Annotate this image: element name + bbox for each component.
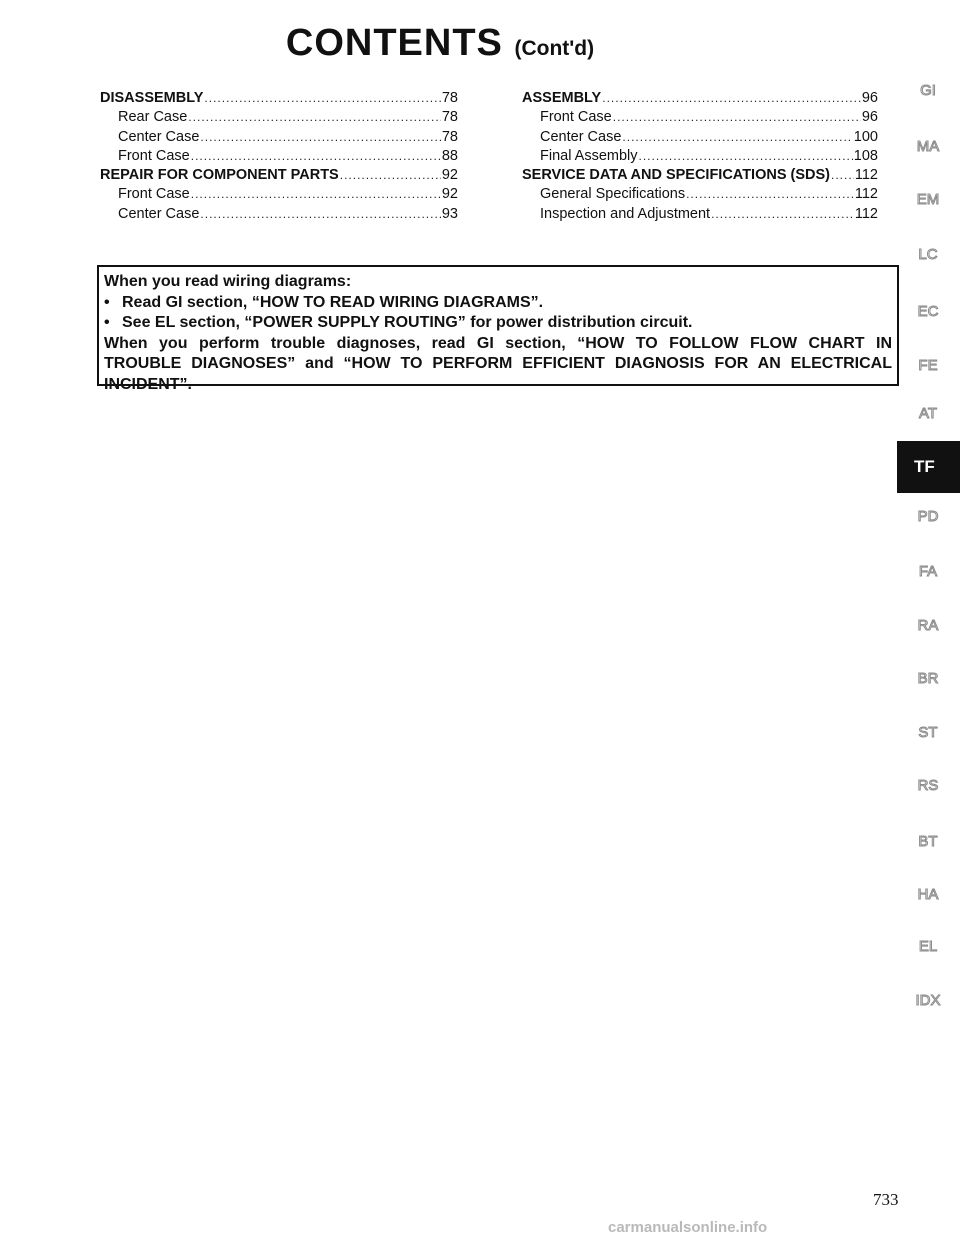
toc-entry-page: 78 [441, 90, 458, 106]
toc-entry[interactable] [522, 89, 878, 108]
toc-entry-label: ASSEMBLY [522, 90, 602, 106]
note-bullet-1 [104, 293, 892, 314]
toc-entry-page: 96 [861, 109, 878, 126]
toc-entry-page: 96 [861, 90, 878, 106]
toc-entry[interactable] [522, 147, 878, 166]
toc-entry-page: 112 [854, 186, 878, 203]
toc-leader-dots [622, 128, 852, 147]
section-tab-st[interactable]: ST [918, 724, 938, 741]
toc-entry-page: 112 [854, 205, 878, 222]
toc-leader-dots [191, 147, 441, 166]
section-tab-fe[interactable]: FE [918, 357, 938, 374]
toc-entry-label: Front Case [118, 186, 190, 203]
note-bullet-2 [104, 313, 892, 334]
toc-entry-label: Rear Case [118, 109, 188, 126]
watermark: carmanualsonline.info [608, 1219, 768, 1236]
bullet-icon: • [104, 314, 110, 331]
section-tab-ec[interactable]: EC [917, 303, 939, 320]
page-title [0, 22, 880, 65]
toc-leader-dots [204, 89, 440, 108]
toc-entry[interactable] [100, 185, 458, 204]
toc-entry-label: General Specifications [540, 186, 686, 203]
toc-leader-dots [340, 166, 441, 185]
toc-entry-label: REPAIR FOR COMPONENT PARTS [100, 167, 339, 184]
toc-entry-label: Center Case [540, 128, 622, 145]
toc-entry-page: 92 [441, 167, 458, 184]
title-suffix: (Cont'd) [514, 37, 595, 60]
toc-entry[interactable] [100, 166, 458, 185]
toc-leader-dots [191, 185, 441, 204]
toc-entry-page: 100 [853, 128, 878, 145]
toc-entry-label: SERVICE DATA AND SPECIFICATIONS (SDS) [522, 167, 831, 184]
toc-right-column [522, 89, 878, 224]
note-bullet-text: Read GI section, “HOW TO READ WIRING DIAGRAMS”. [122, 293, 544, 311]
toc-entry-label: Center Case [118, 205, 200, 222]
toc-entry[interactable] [100, 147, 458, 166]
wiring-diagram-note [97, 265, 899, 393]
note-heading: When you read wiring diagrams: [104, 273, 352, 290]
toc-entry[interactable] [100, 205, 458, 224]
toc-entry[interactable] [100, 89, 458, 108]
toc-entry-label: Front Case [118, 147, 190, 164]
toc-entry[interactable] [522, 205, 878, 224]
toc-leader-dots [639, 147, 853, 166]
toc-entry-page: 92 [441, 186, 458, 203]
toc-leader-dots [686, 185, 854, 204]
section-tab-em[interactable]: EM [916, 191, 940, 208]
section-tab-at[interactable]: AT [918, 405, 938, 422]
toc-entry-page: 78 [441, 128, 458, 145]
toc-entry-label: Center Case [118, 128, 200, 145]
toc-entry-page: 93 [441, 205, 458, 222]
section-tab-ma[interactable]: MA [916, 138, 940, 155]
toc-leader-dots [711, 205, 854, 224]
toc-entry-label: Front Case [540, 109, 612, 126]
page-number: 733 [873, 1190, 899, 1209]
toc-leader-dots [831, 166, 854, 185]
section-tab-br[interactable]: BR [917, 670, 939, 687]
note-paragraph-line: INCIDENT”. [104, 375, 192, 393]
toc-entry[interactable] [522, 108, 878, 127]
toc-entry-label: DISASSEMBLY [100, 90, 204, 106]
note-bullet-text: See EL section, “POWER SUPPLY ROUTING” for power distribution circuit. [122, 314, 693, 331]
section-tab-pd[interactable]: PD [917, 508, 939, 525]
section-tab-ha[interactable]: HA [917, 886, 939, 903]
toc-entry-page: 88 [441, 147, 458, 164]
section-tab-fa[interactable]: FA [918, 563, 938, 580]
bullet-icon: • [104, 293, 110, 311]
toc-entry-label: Inspection and Adjustment [540, 205, 711, 222]
section-tab-ra[interactable]: RA [917, 617, 939, 634]
toc-entry[interactable] [100, 128, 458, 147]
note-paragraph-line: When you perform trouble diagnoses, read GI section, “HOW TO FOLLOW FLOW CHART IN [104, 334, 892, 352]
section-tab-lc[interactable]: LC [918, 246, 938, 263]
section-tab-tf[interactable]: TF [897, 441, 960, 493]
section-tab-idx[interactable]: IDX [915, 992, 941, 1009]
toc-leader-dots [188, 108, 441, 127]
toc-leader-dots [602, 89, 861, 108]
toc-entry[interactable] [522, 185, 878, 204]
section-tab-rs[interactable]: RS [917, 777, 939, 794]
section-tab-gi[interactable]: GI [920, 82, 936, 99]
toc-entry-page: 78 [441, 109, 458, 126]
toc-entry-label: Final Assembly [540, 147, 638, 164]
toc-leader-dots [200, 128, 440, 147]
toc-entry-page: 112 [854, 167, 878, 184]
toc-left-column [100, 89, 458, 224]
toc-entry[interactable] [522, 166, 878, 185]
note-paragraph-line: TROUBLE DIAGNOSES” and “HOW TO PERFORM EFFICIENT DIAGNOSIS FOR AN ELECTRICAL [104, 355, 892, 372]
title-main: CONTENTS [285, 22, 503, 64]
toc-entry-page: 108 [853, 147, 878, 164]
section-tab-bt[interactable]: BT [918, 833, 938, 850]
toc-entry[interactable] [522, 128, 878, 147]
toc-leader-dots [200, 205, 440, 224]
toc-entry[interactable] [100, 108, 458, 127]
toc-leader-dots [613, 108, 861, 127]
section-tab-el[interactable]: EL [918, 938, 938, 955]
